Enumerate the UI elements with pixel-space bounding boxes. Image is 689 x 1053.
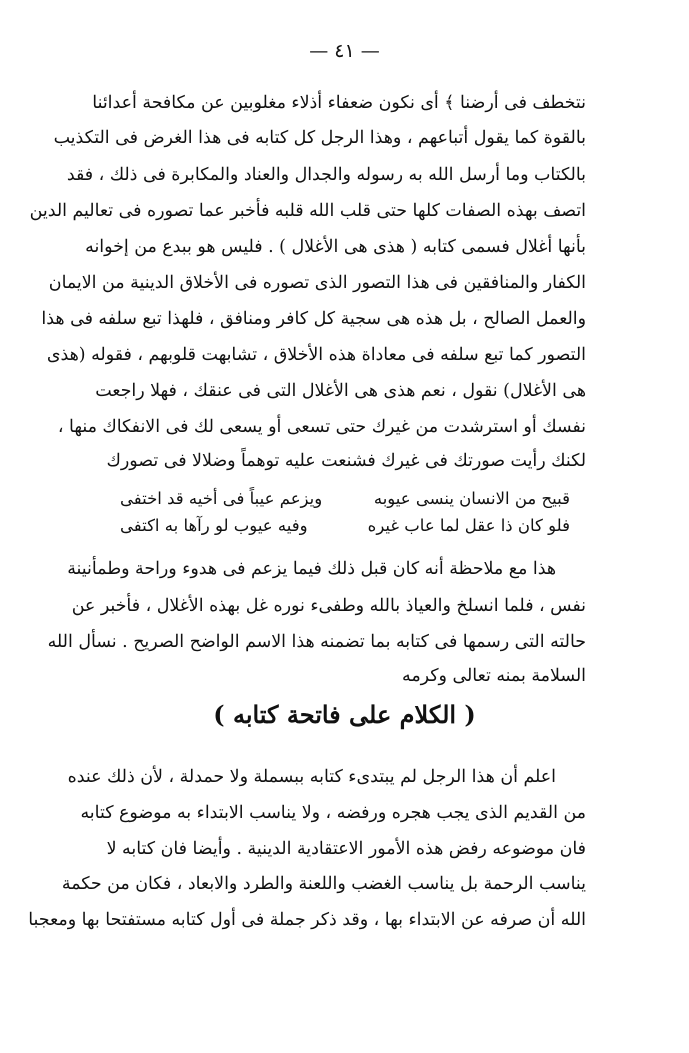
verse-first-hemistich: قبيح من الانسان ينسى عيوبه <box>373 489 570 508</box>
section-heading: ( الكلام على فاتحة كتابه ) <box>213 700 476 729</box>
text-line: اتصف بهذه الصفات كلها حتى قلب الله قلبه فأخبر عما تصوره فى تعاليم الدين <box>29 201 586 221</box>
verse-first-hemistich: فلو كان ذا عقل لما عاب غيره <box>367 516 570 535</box>
verse-second-hemistich: ويزعم عيباً فى أخيه قد اختفى <box>120 489 323 508</box>
text-line: الله أن صرفه عن الابتداء بها ، وقد ذكر جملة فى أول كتابه مستفتحا بها ومعجبا <box>28 910 586 930</box>
text-line: هذا مع ملاحظة أنه كان قبل ذلك فيما يزعم فى هدوء وراحة وطمأنينة <box>67 559 556 579</box>
text-line: بأنها أغلال فسمى كتابه ( هذى هى الأغلال ) . فليس هو ببدع من إخوانه <box>85 237 586 257</box>
text-line: هى الأغلال) نقول ، نعم هذى هى الأغلال التى فى عنقك ، فهلا راجعت <box>95 381 586 401</box>
text-line: نفسك أو استرشدت من غيرك حتى تسعى أو يسعى لك فى الانفكاك منها ، <box>57 417 586 437</box>
verse-line <box>120 512 570 540</box>
text-line: فان موضوعه رفض هذه الأمور الاعتقادية الدينية . وأيضا فان كتابه لا <box>106 839 586 859</box>
text-line: بالكتاب وما أرسل الله به رسوله والجدال والعناد والمكابرة فى ذلك ، فقد <box>66 165 586 185</box>
text-line: حالته التى رسمها فى كتابه بما تضمنه هذا الاسم الواضح الصريح . نسأل الله <box>47 632 586 652</box>
text-line: نتخطف فى أرضنا ﴾ أى نكون ضعفاء أذلاء مغلوبين عن مكافحة أعدائنا <box>92 93 586 113</box>
text-line: لكنك رأيت صورتك فى غيرك فشنعت عليه توهماً وضلالا فى تصورك <box>106 451 586 471</box>
text-line: الكفار والمنافقين فى هذا التصور الذى تصوره فى الأخلاق الدينية من الايمان <box>48 273 586 293</box>
text-line: السلامة بمنه تعالى وكرمه <box>402 666 586 686</box>
text-line: نفس ، فلما انسلخ والعياذ بالله وطفىء نوره غل بهذه الأغلال ، فأخبر عن <box>71 596 586 616</box>
text-line: يناسب الرحمة بل يناسب الغضب واللعنة والطرد والابعاد ، فكان من حكمة <box>61 874 586 894</box>
verse-line <box>120 485 570 513</box>
verse-second-hemistich: وفيه عيوب لو رآها به اكتفى <box>120 516 308 535</box>
text-line: والعمل الصالح ، بل هذه هى سجية كل كافر ومنافق ، فلهذا تبع سلفه فى هذا <box>41 309 586 329</box>
text-line: بالقوة كما يقول أتباعهم ، وهذا الرجل كل كتابه فى هذا الغرض فى التكذيب <box>53 128 586 148</box>
text-line: التصور كما تبع سلفه فى معاداة هذه الأخلاق ، تشابهت قلوبهم ، فقوله (هذى <box>46 345 586 365</box>
text-line: اعلم أن هذا الرجل لم يبتدىء كتابه ببسملة ولا حمدلة ، لأن ذلك عنده <box>67 767 556 787</box>
page-number: — ٤١ — <box>309 40 380 62</box>
text-line: من القديم الذى يجب هجره ورفضه ، ولا يناسب الابتداء به موضوع كتابه <box>80 803 586 823</box>
